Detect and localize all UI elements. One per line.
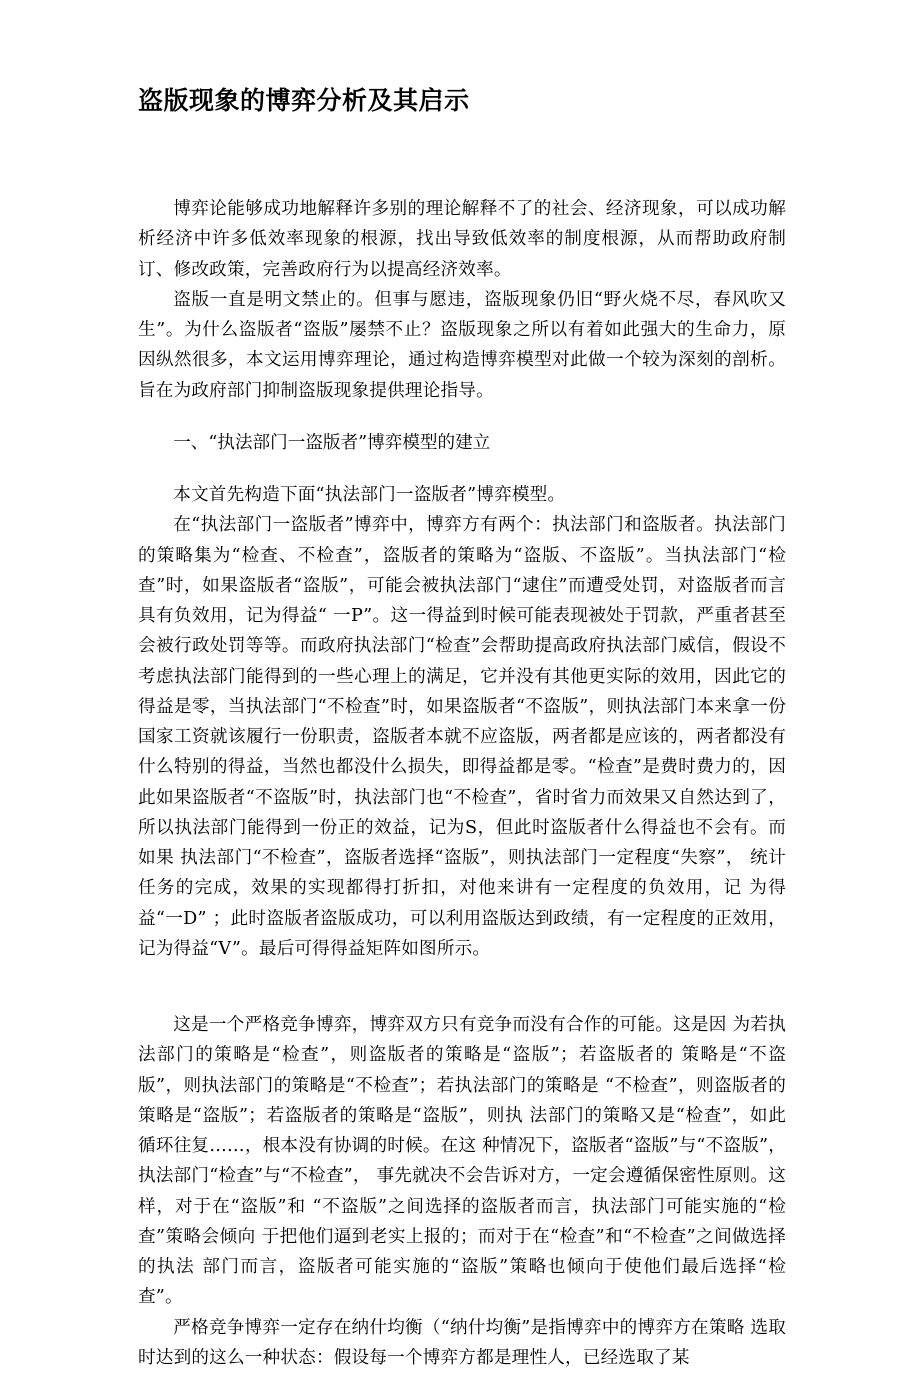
section-heading-1: 一、“执法部门一盗版者”博弈模型的建立 bbox=[138, 428, 786, 458]
spacer bbox=[138, 406, 786, 428]
page-title: 盗版现象的博弈分析及其启示 bbox=[138, 0, 786, 116]
paragraph-5: 这是一个严格竞争博弈，博弈双方只有竞争而没有合作的可能。这是因 为若执法部门的策略是“检查”，则盗版者的策略是“盗版”；若盗版者的 策略是“不盗版”，则执法部门的策略是“不检查”；若执法部门的策略是 “不检查”，则盗版者的策略是“盗版”；若盗版者的策略是“盗版”，则执 法部门的策略又是“检查”，如此循环往复……，根本没有协调的时候。在这 种情况下，盗版者“盗版”与“不盗版”，执法部门“检查”与“不检查”， 事先就决不会告诉对方，一定会遵循保密性原则。这样，对于在“盗版”和 “不盗版”之间选择的盗版者而言，执法部门可能实施的“检查”策略会倾向 于把他们逼到老实上报的；而对于在“检查”和“不检查”之间做选择的执法 部门而言，盗版者可能实施的“盗版”策略也倾向于使他们最后选择“检 查”。 bbox=[138, 1010, 786, 1313]
paragraph-2: 盗版一直是明文禁止的。但事与愿违，盗版现象仍旧“野火烧不尽，春风吹又生”。为什么盗版者“盗版”屡禁不止？盗版现象之所以有着如此强大的生命力，原因纵然很多，本文运用博弈理论，通过构造博弈模型对此做一个较为深刻的剖析。旨在为政府部门抑制盗版现象提供理论指导。 bbox=[138, 285, 786, 406]
figure-placeholder bbox=[138, 964, 786, 1010]
document-content bbox=[138, 0, 786, 1373]
paragraph-1: 博弈论能够成功地解释许多别的理论解释不了的社会、经济现象，可以成功解析经济中许多低效率现象的根源，找出导致低效率的制度根源，从而帮助政府制订、修改政策，完善政府行为以提高经济效率。 bbox=[138, 194, 786, 285]
document-body bbox=[138, 194, 786, 1373]
paragraph-3: 本文首先构造下面“执法部门一盗版者”博弈模型。 bbox=[138, 480, 786, 510]
paragraph-6: 严格竞争博弈一定存在纳什均衡（“纳什均衡”是指博弈中的博弈方在策略 选取时达到的这么一种状态：假设每一个博弈方都是理性人，已经选取了某 bbox=[138, 1313, 786, 1373]
spacer bbox=[138, 458, 786, 480]
paragraph-4: 在“执法部门一盗版者”博弈中，博弈方有两个：执法部门和盗版者。执法部门的策略集为“检查、不检查”，盗版者的策略为“盗版、不盗版”。当执法部门“检查”时，如果盗版者“盗版”，可能会被执法部门“逮住”而遭受处罚，对盗版者而言具有负效用，记为得益“ 一P”。这一得益到时候可能表现被处于罚款，严重者甚至会被行政处罚等等。而政府执法部门“检查”会帮助提高政府执法部门威信，假设不考虑执法部门能得到的一些心理上的满足，它并没有其他更实际的效用，因此它的得益是零，当执法部门“不检查”时，如果盗版者“不盗版”，则执法部门本来拿一份国家工资就该履行一份职责，盗版者本就不应盗版，两者都是应该的，两者都没有什么特别的得益，当然也都没什么损失，即得益都是零。“检查”是费时费力的，因此如果盗版者“不盗版”时，执法部门也“不检查”，省时省力而效果又自然达到了，所以执法部门能得到一份正的效益，记为S，但此时盗版者什么得益也不会有。而如果 执法部门“不检查”，盗版者选择“盗版”，则执法部门一定程度“失察”， 统计任务的完成，效果的实现都得打折扣，对他来讲有一定程度的负效用，记 为得益“一D” ；此时盗版者盗版成功，可以利用盗版达到政绩，有一定程度的正效用，记为得益“V”。最后可得得益矩阵如图所示。 bbox=[138, 510, 786, 964]
